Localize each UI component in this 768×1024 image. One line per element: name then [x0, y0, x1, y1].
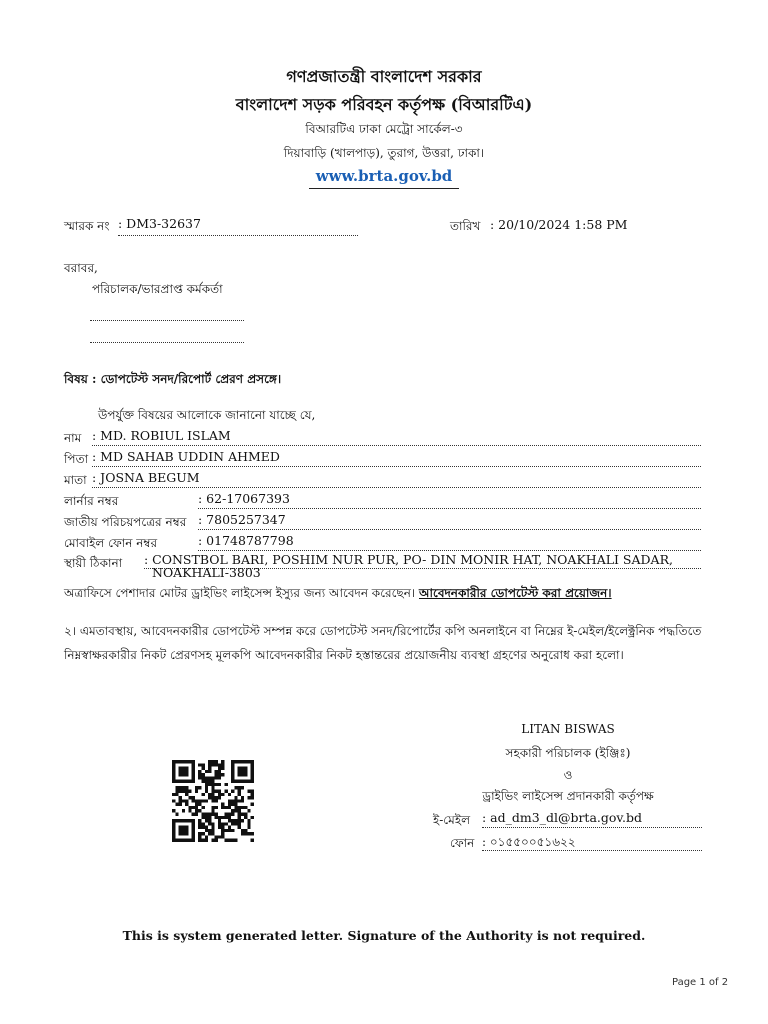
address-label: স্থায়ী ঠিকানা: [64, 556, 123, 570]
recipient-dots-2: [90, 342, 244, 343]
name-dots: [92, 445, 701, 446]
address-line-1: : CONSTBOL BARI, POSHIM NUR PUR, PO- DIN MONIR HAT, NOAKHALI SADAR,: [144, 552, 673, 567]
father-label: পিতা: [64, 452, 89, 466]
father-value: : MD SAHAB UDDIN AHMED: [92, 449, 280, 464]
para2-line-1: ২। এমতাবস্থায়, আবেদনকারীর ডোপটেস্ট সম্পন্ন করে ডোপটেস্ট সনদ/রিপোর্টের কপি অনলাইনে বা নিম্নের ই-মেইল/ইলেক্ট্রনিক পদ্ধতিতে: [64, 624, 702, 638]
recipient-title: পরিচালক/ভারপ্রাপ্ত কর্মকর্তা: [92, 282, 223, 296]
email-dots: [482, 827, 702, 828]
body-paragraph-1: [64, 585, 612, 605]
recipient-dots-1: [90, 320, 244, 321]
office-address: দিয়াবাড়ি (খালপাড়), তুরাগ, উত্তরা, ঢাকা।: [283, 146, 485, 160]
qr-code-icon: [172, 760, 254, 842]
subject-label: বিষয়: [64, 372, 88, 386]
phone-value: : ০১৫৫০০৫১৬২২: [482, 835, 576, 849]
nid-label: জাতীয় পরিচয়পত্রের নম্বর: [64, 515, 187, 529]
para1-bold: আবেদনকারীর ডোপটেস্ট করা প্রয়োজন।: [419, 586, 612, 600]
signatory-authority: ড্রাইভিং লাইসেন্স প্রদানকারী কর্তৃপক্ষ: [482, 789, 654, 803]
mobile-dots: [198, 550, 701, 551]
mobile-value: : 01748787798: [198, 533, 294, 548]
phone-label: ফোন: [450, 836, 475, 850]
para2-line-2: নিম্নস্বাক্ষরকারীর নিকট প্রেরণসহ মূলকপি আবেদনকারীর নিকট হস্তান্তরের প্রয়োজনীয় ব্যবস্থা গ্রহণের অনুরোধ করা হলো।: [64, 648, 624, 662]
ref-dots: [118, 235, 358, 236]
system-note: This is system generated letter. Signature of the Authority is not required.: [122, 928, 646, 943]
nid-value: : 7805257347: [198, 512, 286, 527]
father-dots: [92, 466, 701, 467]
ref-number: : DM3-32637: [118, 216, 201, 231]
subject-text: : ডোপটেস্ট সনদ/রিপোর্ট প্রেরণ প্রসঙ্গে।: [92, 372, 282, 386]
mother-dots: [92, 487, 701, 488]
page-number: Page 1 of 2: [672, 977, 729, 988]
website-underline: [309, 188, 459, 189]
address-line-2: NOAKHALI-3803: [152, 565, 261, 580]
name-value: : MD. ROBIUL ISLAM: [92, 428, 231, 443]
phone-dots: [482, 850, 702, 851]
recipient-to: বরাবর,: [64, 261, 98, 275]
circle-name: বিআরটিএ ঢাকা মেট্রো সার্কেল-৩: [305, 122, 463, 136]
intro-text: উপর্যুক্ত বিষয়ের আলোকে জানানো যাচ্ছে যে,: [98, 408, 316, 422]
date-label: তারিখ: [450, 219, 481, 233]
brta-title: বাংলাদেশ সড়ক পরিবহন কর্তৃপক্ষ (বিআরটিএ): [235, 95, 533, 114]
name-label: নাম: [64, 431, 82, 445]
para1-normal: অত্রাফিসে পেশাদার মোটর ড্রাইভিং লাইসেন্স ইস্যুর জন্য আবেদন করেছেন।: [64, 586, 416, 600]
nid-dots: [198, 529, 701, 530]
signatory-name: LITAN BISWAS: [521, 722, 615, 736]
learner-dots: [198, 508, 701, 509]
learner-label: লার্নার নম্বর: [64, 494, 119, 508]
email-value[interactable]: : ad_dm3_dl@brta.gov.bd: [482, 810, 642, 825]
signatory-designation: সহকারী পরিচালক (ইঞ্জিঃ): [505, 746, 631, 760]
mother-value: : JOSNA BEGUM: [92, 470, 200, 485]
signatory-and: ও: [563, 768, 573, 782]
mobile-label: মোবাইল ফোন নম্বর: [64, 536, 158, 550]
govt-title: গণপ্রজাতন্ত্রী বাংলাদেশ সরকার: [286, 67, 482, 86]
learner-value: : 62-17067393: [198, 491, 290, 506]
date-value: : 20/10/2024 1:58 PM: [490, 217, 628, 232]
email-label: ই-মেইল: [433, 813, 471, 827]
mother-label: মাতা: [64, 473, 87, 487]
ref-label: স্মারক নং: [64, 219, 110, 233]
website-link[interactable]: www.brta.gov.bd: [315, 167, 453, 185]
